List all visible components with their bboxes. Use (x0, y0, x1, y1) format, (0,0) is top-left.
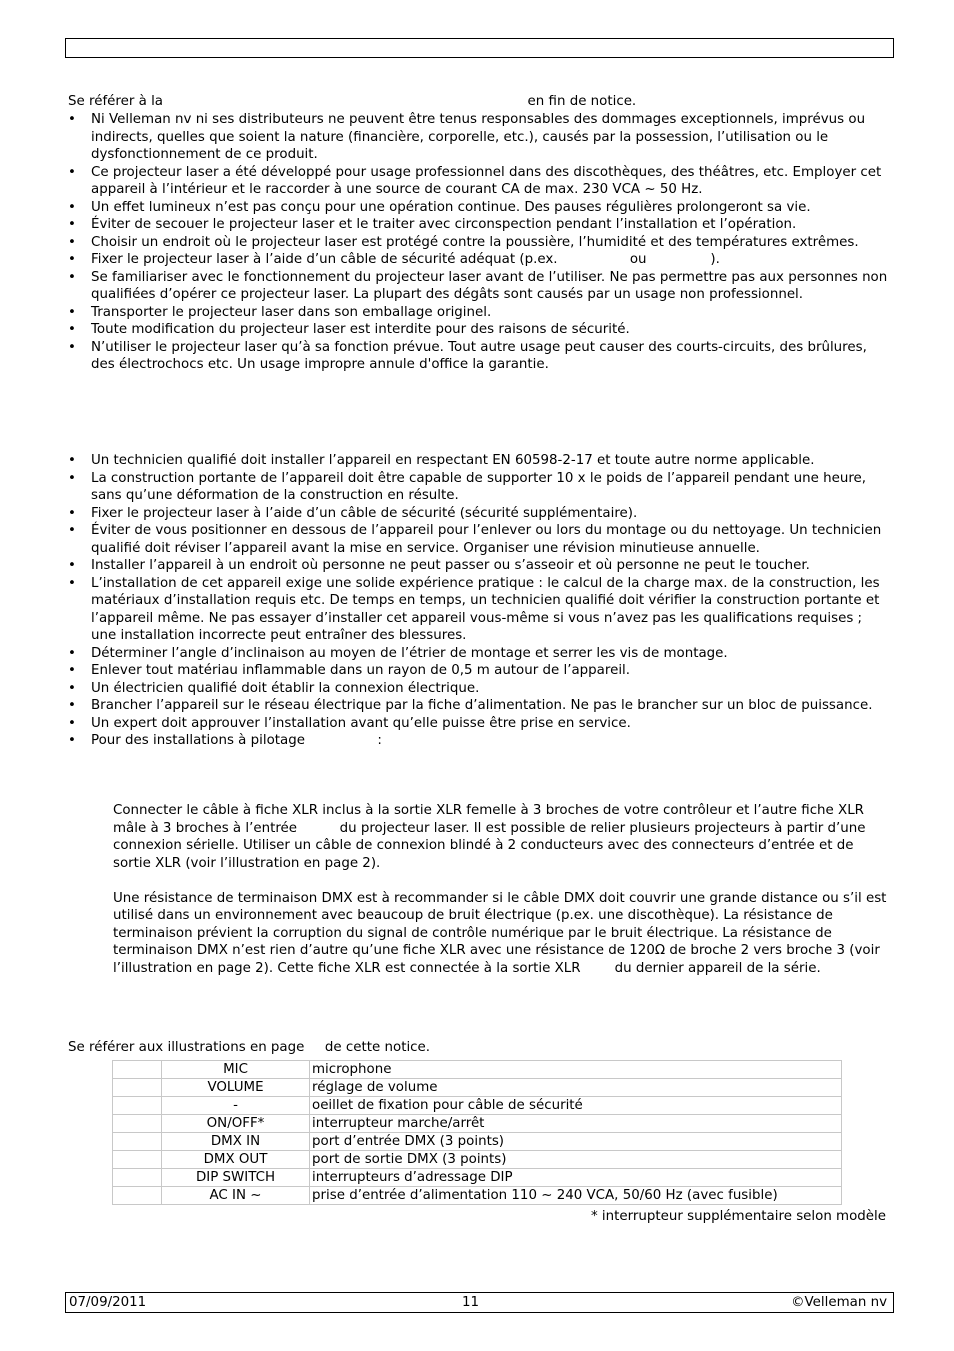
table-cell-desc: prise d’entrée d’alimentation 110 ~ 240 VCA, 50/60 Hz (avec fusible) (310, 1187, 842, 1205)
page-footer (65, 1292, 894, 1313)
table-row (113, 1079, 842, 1097)
intro-line (68, 93, 636, 111)
list-item: • Brancher l’appareil sur le réseau électrique par la fiche d’alimentation. Ne pas le brancher sur un bloc de puissance. (68, 697, 890, 715)
description-suffix: de cette notice. (324, 1040, 431, 1055)
table-cell-num (113, 1115, 162, 1133)
list-item: • Pour des installations à pilotage : (68, 732, 890, 750)
header-box (65, 38, 894, 58)
table-row (113, 1169, 842, 1187)
list-item: • Toute modification du projecteur laser est interdite pour des raisons de sécurité. (68, 321, 888, 339)
table-cell-name: - (162, 1097, 310, 1115)
dmx-paragraph: Connecter le câble à fiche XLR inclus à la sortie XLR femelle à 3 broches de votre contrôleur et l’autre fiche XLR mâle à 3 broches à l’entrée du projecteur laser. Il est possible de relier plusieurs projecteurs à partir d’une connexion sérielle. Utiliser un câble de connexion blindé à 2 conducteurs avec des connecteurs d’entrée et de sortie XLR (voir l’illustration en page 2). (113, 803, 870, 871)
list-item: • Enlever tout matériau inflammable dans un rayon de 0,5 m autour de l’appareil. (68, 662, 890, 680)
footer-copyright: ©Velleman nv (791, 1295, 887, 1310)
list-item: • Fixer le projecteur laser à l’aide d’un câble de sécurité (sécurité supplémentaire). (68, 505, 890, 523)
list-item: • Un électricien qualifié doit établir la connexion électrique. (68, 680, 890, 698)
intro-suffix: en fin de notice. (527, 94, 637, 109)
parts-table (112, 1060, 842, 1205)
footer-date: 07/09/2011 (69, 1295, 147, 1310)
list-item: • Se familiariser avec le fonctionnement du projecteur laser avant de l’utiliser. Ne pas permettre pas aux personnes non qualifiées d’opérer ce projecteur laser. La plupart des dégâts sont causés par un usage non professionnel. (68, 269, 888, 304)
table-cell-name: VOLUME (162, 1079, 310, 1097)
table-cell-desc: microphone (310, 1061, 842, 1079)
table-cell-name: MIC (162, 1061, 310, 1079)
table-cell-desc: interrupteur marche/arrêt (310, 1115, 842, 1133)
list-item: • Transporter le projecteur laser dans son emballage originel. (68, 304, 888, 322)
table-row (113, 1061, 842, 1079)
table-cell-num (113, 1133, 162, 1151)
table-cell-name: DIP SWITCH (162, 1169, 310, 1187)
dmx-paragraph: Une résistance de terminaison DMX est à recommander si le câble DMX doit couvrir une grande distance ou s’il est utilisé dans un environnement avec beaucoup de bruit électrique (p.ex. une discothèque). La résistance de terminaison prévient la corruption du signal de contrôle numérique par le bruit électrique. La résistance de terminaison DMX n’est rien d’autre qu’une fiche XLR avec une résistance de 120Ω de broche 2 vers broche 3 (voir l’illustration en page 2). Cette fiche XLR est connectée à la sortie XLR du dernier appareil de la série. (113, 890, 891, 976)
list-item: • Choisir un endroit où le projecteur laser est protégé contre la poussière, l’humidité et des températures extrêmes. (68, 234, 888, 252)
table-cell-desc: réglage de volume (310, 1079, 842, 1097)
list-item: • Un expert doit approuver l’installation avant qu’elle puisse être prise en service. (68, 715, 890, 733)
intro-prefix: Se référer à la (68, 94, 163, 109)
table-cell-desc: port d’entrée DMX (3 points) (310, 1133, 842, 1151)
list-item: • Fixer le projecteur laser à l’aide d’un câble de sécurité adéquat (p.ex. ou ). (68, 251, 888, 269)
table-row (113, 1151, 842, 1169)
table-cell-desc: oeillet de fixation pour câble de sécurité (310, 1097, 842, 1115)
description-intro (68, 1039, 430, 1057)
list-item: • La construction portante de l’appareil doit être capable de supporter 10 x le poids de l’appareil pendant une heure, sans qu’une déformation de la construction en résulte. (68, 470, 890, 505)
table-cell-num (113, 1151, 162, 1169)
table-cell-num (113, 1061, 162, 1079)
table-cell-num (113, 1079, 162, 1097)
table-row (113, 1133, 842, 1151)
table-cell-name: DMX IN (162, 1133, 310, 1151)
table-cell-name: DMX OUT (162, 1151, 310, 1169)
general-guidelines-list (68, 111, 888, 374)
table-cell-name: ON/OFF* (162, 1115, 310, 1133)
table-row (113, 1097, 842, 1115)
table-cell-desc: interrupteurs d’adressage DIP (310, 1169, 842, 1187)
list-item: • Un technicien qualifié doit installer l’appareil en respectant EN 60598-2-17 et toute autre norme applicable. (68, 452, 890, 470)
list-item: • Installer l’appareil à un endroit où personne ne peut passer ou s’asseoir et où personne ne peut le toucher. (68, 557, 890, 575)
description-prefix: Se référer aux illustrations en page (68, 1040, 305, 1055)
table-cell-num (113, 1187, 162, 1205)
list-item: • Éviter de secouer le projecteur laser et le traiter avec circonspection pendant l’installation et l’opération. (68, 216, 888, 234)
installation-list (68, 452, 890, 750)
list-item: • N’utiliser le projecteur laser qu’à sa fonction prévue. Tout autre usage peut causer des courts-circuits, des brûlures, des électrochocs etc. Un usage impropre annule d'office la garantie. (68, 339, 888, 374)
list-item: • Ce projecteur laser a été développé pour usage professionnel dans des discothèques, des théâtres, etc. Employer cet appareil à l’intérieur et le raccorder à une source de courant CA de max. 230 VCA ~ 50 Hz. (68, 164, 888, 199)
table-footnote: * interrupteur supplémentaire selon modèle (590, 1209, 886, 1224)
table-cell-num (113, 1097, 162, 1115)
table-row (113, 1187, 842, 1205)
table-row (113, 1115, 842, 1133)
list-item: • Déterminer l’angle d’inclinaison au moyen de l’étrier de montage et serrer les vis de montage. (68, 645, 890, 663)
table-cell-desc: port de sortie DMX (3 points) (310, 1151, 842, 1169)
list-item: • Ni Velleman nv ni ses distributeurs ne peuvent être tenus responsables des dommages exceptionnels, imprévus ou indirects, quelles que soient la nature (financière, corporelle, etc.), causés par la possession, l’utilisation ou le dysfonctionnement de ce produit. (68, 111, 888, 164)
list-item: • Un effet lumineux n’est pas conçu pour une opération continue. Des pauses régulières prolongeront sa vie. (68, 199, 888, 217)
table-cell-num (113, 1169, 162, 1187)
list-item: • L’installation de cet appareil exige une solide expérience pratique : le calcul de la charge max. de la construction, les matériaux d’installation requis etc. De temps en temps, un technicien qualifié doit vérifier la construction portante et l’appareil même. Ne pas essayer d’installer cet appareil vous-même si vous n’avez pas les qualifications requises ; une installation incorrecte peut entraîner des blessures. (68, 575, 890, 645)
table-cell-name: AC IN ~ (162, 1187, 310, 1205)
list-item: • Éviter de vous positionner en dessous de l’appareil pour l’enlever ou lors du montage ou du nettoyage. Un technicien qualifié doit réviser l’appareil avant la mise en service. Organiser une révision minutieuse annuelle. (68, 522, 890, 557)
dmx-connection-text (113, 802, 893, 977)
footer-page-number: 11 (462, 1295, 480, 1310)
